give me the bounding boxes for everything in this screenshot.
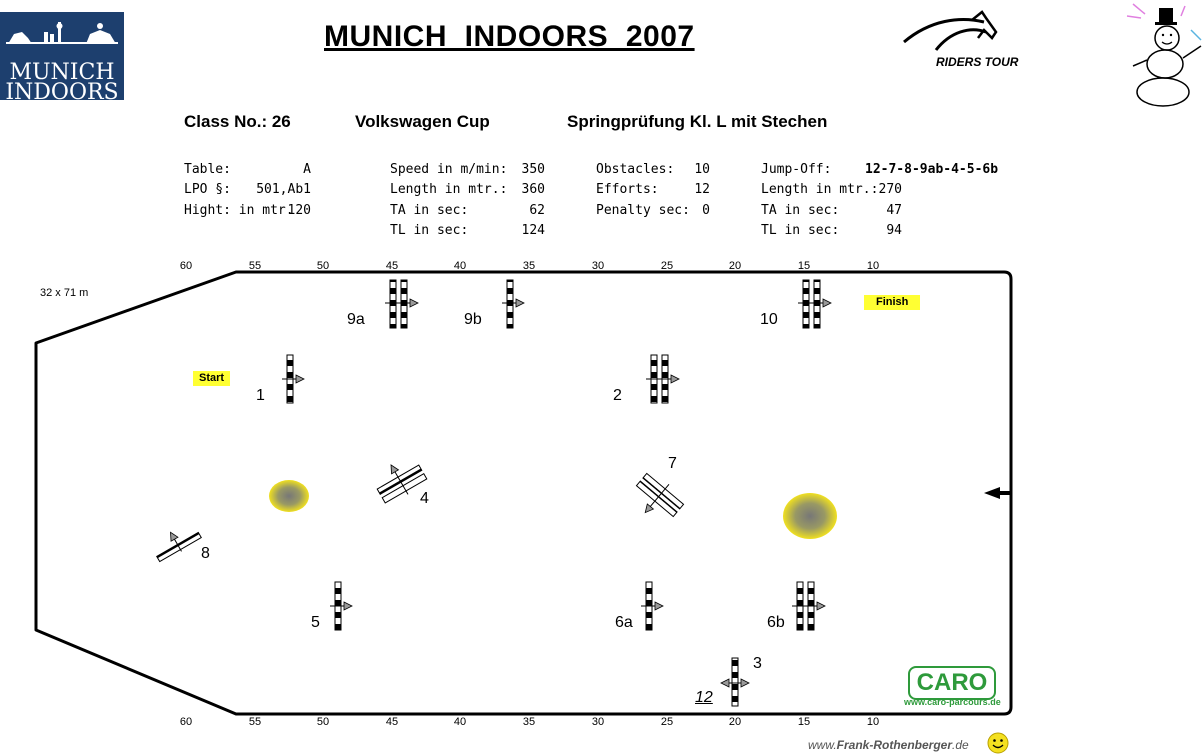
entry-arrow-icon <box>984 487 1011 499</box>
start-label: Start <box>193 371 230 386</box>
scale-tick: 50 <box>316 716 330 728</box>
obstacle-number-6b: 6b <box>767 614 785 631</box>
competition-name: Springprüfung Kl. L mit Stechen <box>567 112 828 131</box>
bush-decoration <box>783 493 837 539</box>
scale-tick: 10 <box>866 260 880 272</box>
scale-tick: 35 <box>522 716 536 728</box>
footer-suffix: .de <box>952 738 969 752</box>
info-value: 120 <box>287 203 311 218</box>
info-label: LPO §: <box>184 182 231 197</box>
info-value: A <box>303 162 311 177</box>
scale-tick: 45 <box>385 716 399 728</box>
obstacle-number-3: 3 <box>753 655 762 672</box>
scale-tick: 20 <box>728 716 742 728</box>
arena-size-label: 32 x 71 m <box>40 287 89 299</box>
class-number: Class No.: 26 <box>184 112 291 131</box>
info-value: 124 <box>521 223 545 238</box>
info-label: Length in mtr.: <box>390 182 508 197</box>
obstacle-10 <box>798 280 831 328</box>
info-label: Efforts: <box>596 182 659 197</box>
finish-label: Finish <box>864 295 920 310</box>
info-label: TL in sec: <box>390 223 469 238</box>
scale-tick: 45 <box>385 260 399 272</box>
caro-logo: CARO <box>908 666 996 700</box>
scale-tick: 30 <box>591 716 605 728</box>
info-label: Hight: in mtr. <box>184 203 294 218</box>
info-label: Speed in m/min: <box>390 162 508 177</box>
info-label: Penalty sec: <box>596 203 690 218</box>
page-title: MUNICH INDOORS 2007 <box>324 20 695 53</box>
footer-credit <box>808 738 969 752</box>
info-value: 94 <box>886 223 902 238</box>
scale-tick: 15 <box>797 260 811 272</box>
info-value: 12 <box>694 182 710 197</box>
scale-tick: 55 <box>248 260 262 272</box>
obstacle-3 <box>721 658 749 706</box>
scale-tick: 20 <box>728 260 742 272</box>
caro-url: www.caro-parcours.de <box>904 697 1001 707</box>
obstacle-7 <box>627 469 688 528</box>
info-label: Length in mtr.: <box>761 182 879 197</box>
scale-tick: 40 <box>453 260 467 272</box>
info-label: TA in sec: <box>761 203 840 218</box>
scale-tick: 30 <box>591 260 605 272</box>
info-value: 62 <box>529 203 545 218</box>
obstacle-number-6a: 6a <box>615 614 633 631</box>
scale-tick: 60 <box>179 260 193 272</box>
scale-tick: 15 <box>797 716 811 728</box>
obstacle-8 <box>150 520 203 563</box>
scale-tick: 25 <box>660 260 674 272</box>
obstacle-number-7: 7 <box>668 455 677 472</box>
obstacle-9a <box>385 280 418 328</box>
scale-tick: 35 <box>522 260 536 272</box>
obstacle-number-4: 4 <box>420 490 429 507</box>
logo-line-1: MUNICH <box>9 60 115 85</box>
info-label: TA in sec: <box>390 203 469 218</box>
cup-name: Volkswagen Cup <box>355 112 490 131</box>
scale-tick: 25 <box>660 716 674 728</box>
obstacle-6a <box>641 582 663 630</box>
info-label: TL in sec: <box>761 223 840 238</box>
arena-outline <box>36 272 1011 714</box>
footer-prefix: www. <box>808 738 837 752</box>
scale-tick: 40 <box>453 716 467 728</box>
obstacle-number-10: 10 <box>760 311 778 328</box>
info-value: 270 <box>878 182 902 197</box>
info-value: 501,Ab1 <box>256 182 311 197</box>
info-value: 350 <box>521 162 545 177</box>
jumpoff-label: Jump-Off: <box>761 162 832 177</box>
info-label: Table: <box>184 162 231 177</box>
obstacle-number-1: 1 <box>256 387 265 404</box>
obstacle-5 <box>330 582 352 630</box>
obstacle-6b <box>792 582 825 630</box>
obstacle-9b <box>502 280 524 328</box>
scale-tick: 60 <box>179 716 193 728</box>
info-value: 10 <box>694 162 710 177</box>
obstacle-number-5: 5 <box>311 614 320 631</box>
obstacle-2 <box>646 355 679 403</box>
footer-name: Frank-Rothenberger <box>836 738 953 752</box>
scale-tick: 10 <box>866 716 880 728</box>
info-label: Obstacles: <box>596 162 675 177</box>
info-value: 360 <box>521 182 545 197</box>
scale-tick: 50 <box>316 260 330 272</box>
obstacle-number-9b: 9b <box>464 311 482 328</box>
info-value: 47 <box>886 203 902 218</box>
obstacle-number-2: 2 <box>613 387 622 404</box>
obstacle-1 <box>282 355 304 403</box>
obstacle-number-8: 8 <box>201 545 210 562</box>
obstacle-number-9a: 9a <box>347 311 365 328</box>
smiley-icon <box>987 732 1009 754</box>
bush-decoration <box>269 480 309 512</box>
info-value: 0 <box>702 203 710 218</box>
jumpoff-sequence: 12-7-8-9ab-4-5-6b <box>865 162 999 177</box>
logo-line-2: INDOORS <box>5 80 119 105</box>
scale-tick: 55 <box>248 716 262 728</box>
jumpoff-obstacle-number-12: 12 <box>695 689 713 706</box>
riders-tour-label: RIDERS TOUR <box>936 55 1019 69</box>
